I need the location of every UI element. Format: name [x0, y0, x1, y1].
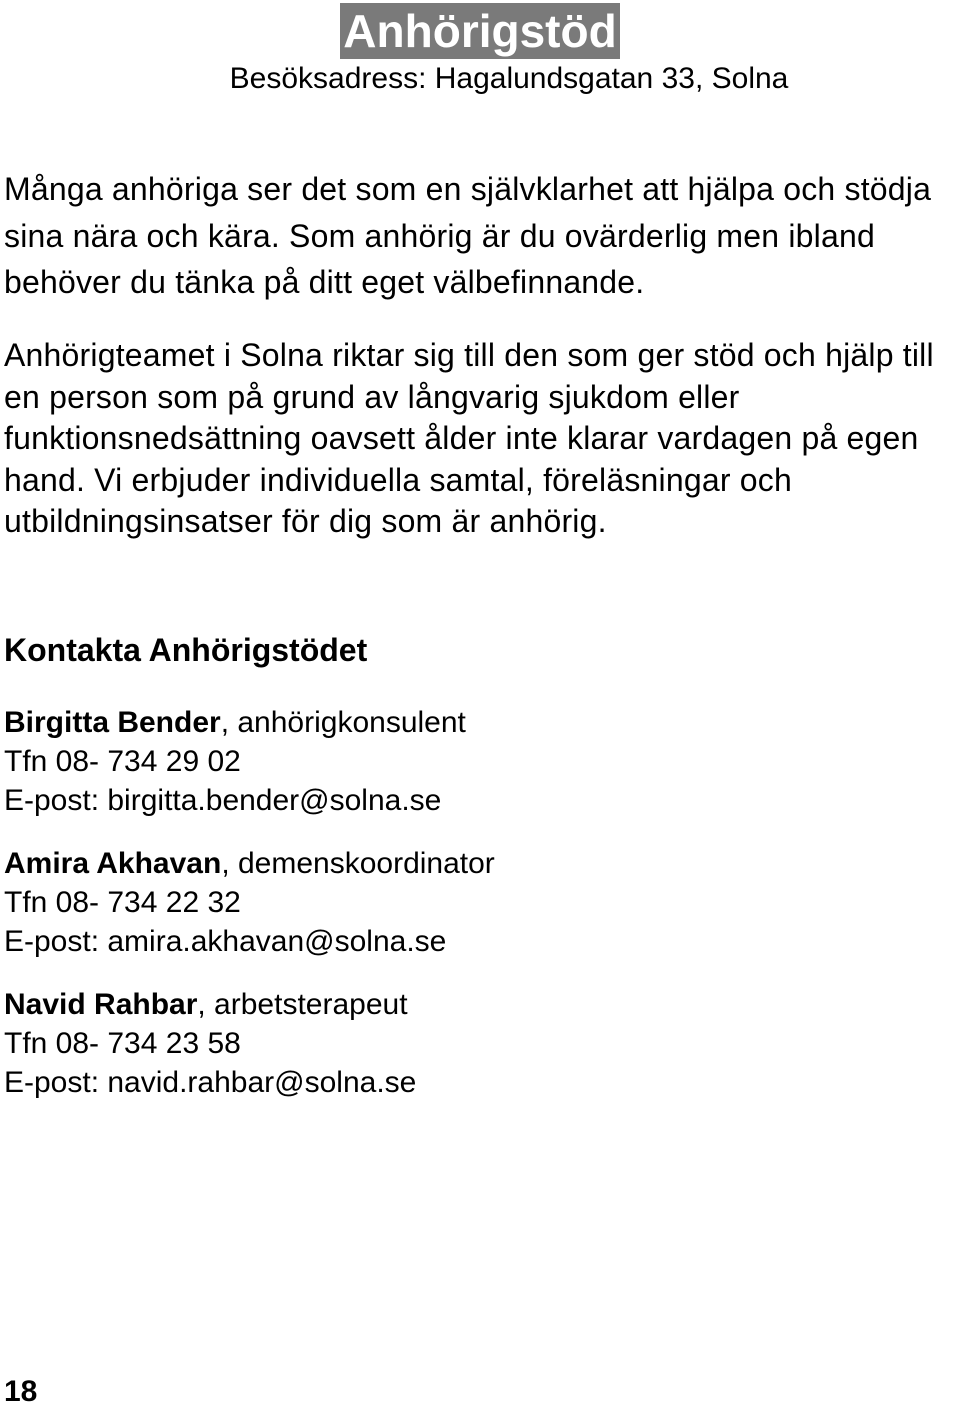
intro-paragraph-2: Anhörigteamet i Solna riktar sig till den som ger stöd och hjälp till en person som på grund av långvarig sjukdom eller funktionsnedsättning oavsett ålder inte klarar vardagen på egen hand. Vi erbjuder individuella samtal, föreläsningar och utbildningsinsatser för dig som är anhörig. — [4, 337, 934, 539]
contact-name: Navid Rahbar — [4, 988, 198, 1021]
contact-role: , anhörigkonsulent — [220, 706, 466, 739]
page-number: 18 — [4, 1375, 38, 1408]
contact-phone: Tfn 08- 734 29 02 — [4, 745, 241, 778]
contact-card — [4, 844, 495, 961]
contact-card — [4, 703, 466, 820]
contact-name-line — [4, 703, 466, 742]
contact-name: Birgitta Bender — [4, 706, 221, 739]
contact-email: E-post: navid.rahbar@solna.se — [4, 1066, 417, 1099]
contact-email: E-post: amira.akhavan@solna.se — [4, 925, 447, 958]
intro-paragraph-1: Många anhöriga ser det som en självklarhet att hjälpa och stödja sina nära och kära. Som anhörig är du ovärderlig men ibland behöver du tänka på ditt eget välbefinnande. — [4, 171, 932, 300]
page-title: Anhörigstöd — [340, 3, 619, 59]
contact-card — [4, 985, 416, 1102]
contact-role: , arbetsterapeut — [197, 988, 408, 1021]
contact-phone: Tfn 08- 734 22 32 — [4, 886, 241, 919]
contact-name-line — [4, 985, 416, 1024]
visiting-address: Besöksadress: Hagalundsgatan 33, Solna — [229, 62, 789, 95]
contact-name-line — [4, 844, 495, 883]
contact-phone: Tfn 08- 734 23 58 — [4, 1027, 241, 1060]
contact-heading: Kontakta Anhörigstödet — [4, 632, 368, 668]
title-banner — [0, 3, 960, 59]
contact-name: Amira Akhavan — [4, 847, 222, 880]
contact-email: E-post: birgitta.bender@solna.se — [4, 784, 442, 817]
contact-role: , demenskoordinator — [221, 847, 495, 880]
